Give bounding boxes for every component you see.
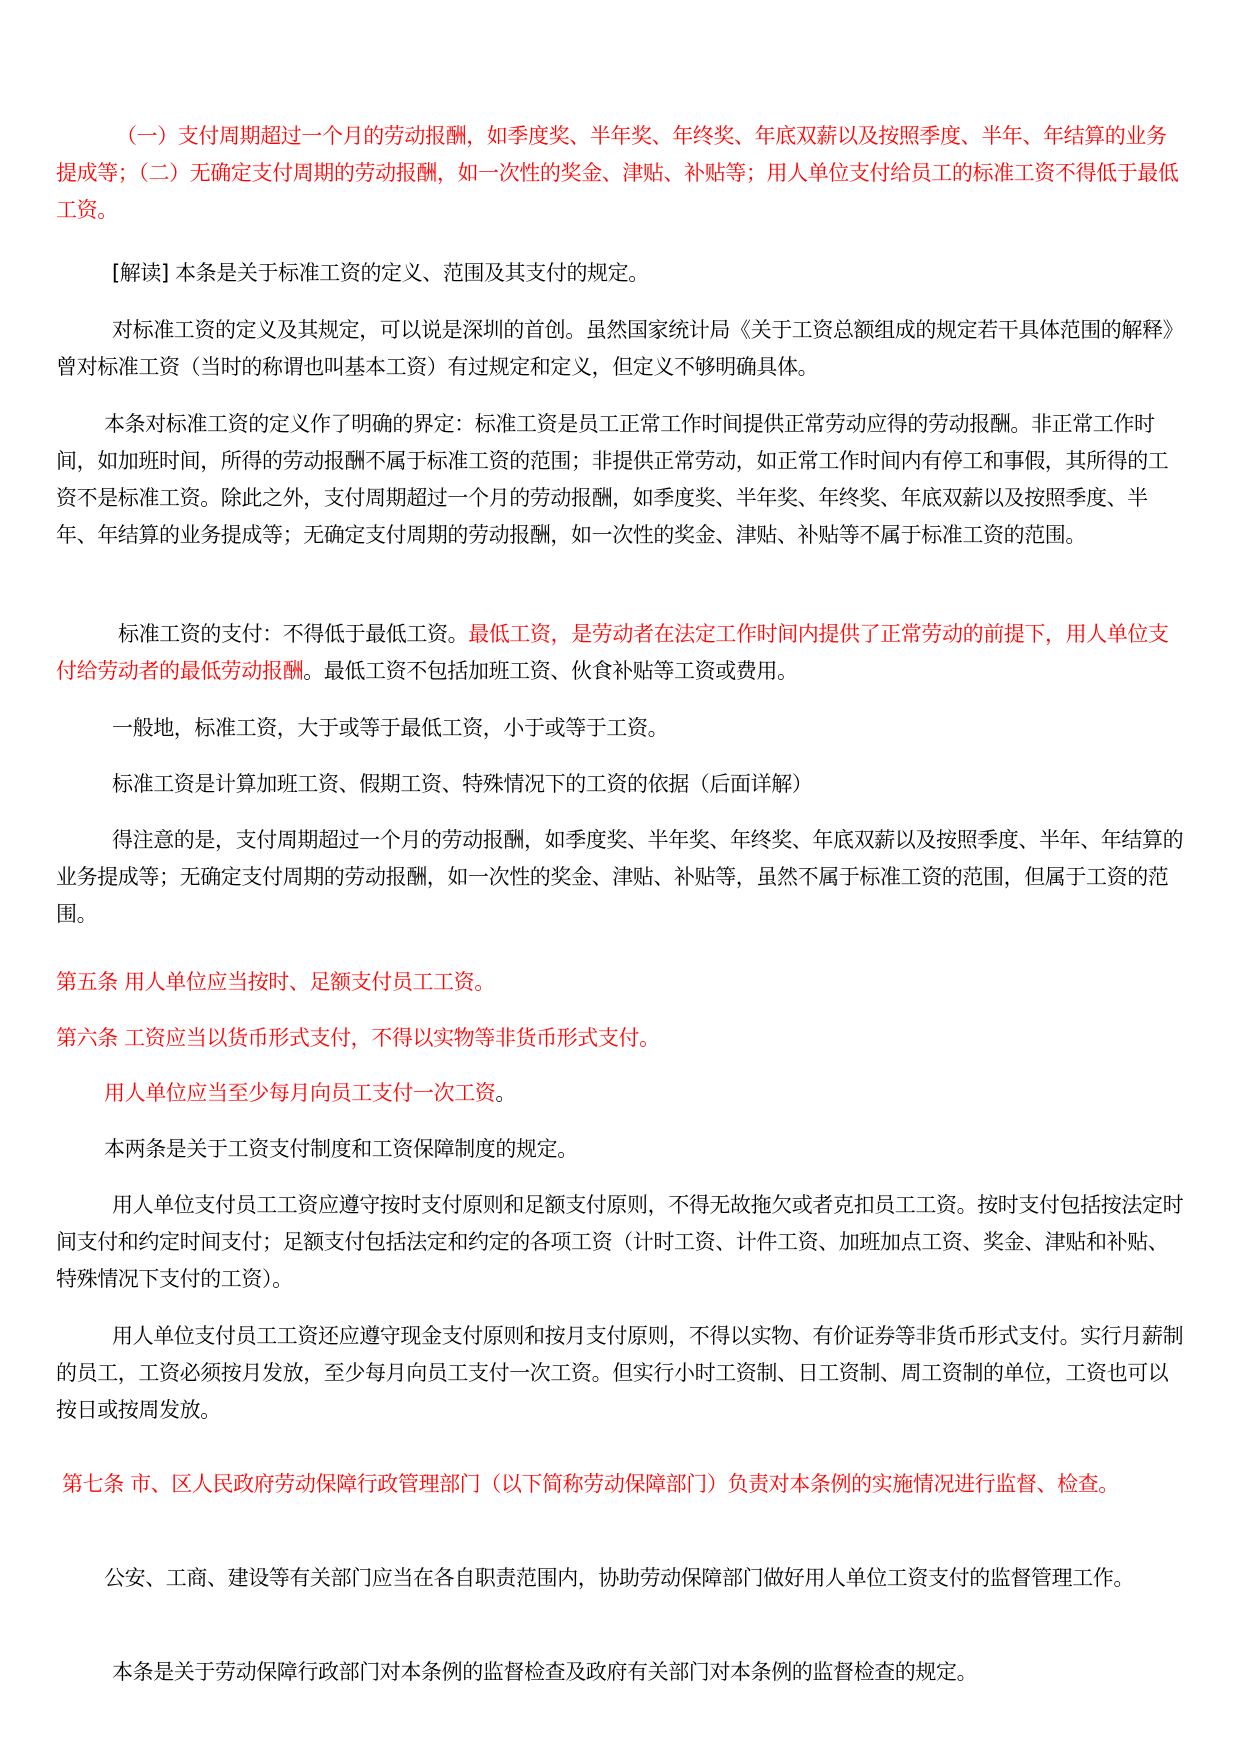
- body-text: 对标准工资的定义及其规定，可以说是深圳的首创。虽然国家统计局《关于工资总额组成的规定若干具体范围的解释》曾对标准工资（当时的称谓也叫基本工资）有过规定和定义，但定义不够明确具体。: [56, 318, 1184, 379]
- body-text: 用人单位支付员工工资还应遵守现金支付原则和按月支付原则，不得以实物、有价证券等非货币形式支付。实行月薪制的员工，工资必须按月发放，至少每月向员工支付一次工资。但实行小时工资制、日工资制、周工资制的单位，工资也可以按日或按周发放。: [56, 1324, 1184, 1422]
- body-text: 公安、工商、建设等有关部门应当在各自职责范围内，协助劳动保障部门做好用人单位工资支付的监督管理工作。: [104, 1566, 1134, 1590]
- paragraph: [56, 822, 1186, 933]
- paragraph: [56, 1075, 1186, 1112]
- highlighted-text: 第六条 工资应当以货币形式支付，不得以实物等非货币形式支付。: [56, 1026, 660, 1050]
- body-text: 本条对标准工资的定义作了明确的界定：标准工资是员工正常工作时间提供正常劳动应得的劳动报酬。非正常工作时间，如加班时间，所得的劳动报酬不属于标准工资的范围；非提供正常劳动，如正常工作时间内有停工和事假，其所得的工资不是标准工资。除此之外，支付周期超过一个月的劳动报酬，如季度奖、半年奖、年终奖、年底双薪以及按照季度、半年、年结算的业务提成等；无确定支付周期的劳动报酬，如一次性的奖金、津贴、补贴等不属于标准工资的范围。: [56, 412, 1169, 547]
- paragraph: [56, 710, 1186, 747]
- paragraph: [56, 1318, 1186, 1429]
- body-text: [解读] 本条是关于标准工资的定义、范围及其支付的规定。: [112, 261, 649, 285]
- paragraph: [56, 1187, 1186, 1298]
- body-text: 。最低工资不包括加班工资、伙食补贴等工资或费用。: [303, 659, 798, 683]
- highlighted-text: 最低工资，是劳动者在法定工作时间内提供了正常劳动的前提下，用人单位支付给劳动者的最低劳动报酬: [56, 622, 1169, 683]
- body-text: 。: [495, 1081, 517, 1105]
- highlighted-text: 第七条 市、区人民政府劳动保障行政管理部门（以下简称劳动保障部门）负责对本条例的实施情况进行监督、检查。: [62, 1472, 1119, 1496]
- paragraph: [56, 766, 1186, 803]
- paragraph: [56, 255, 1186, 292]
- body-text: 本两条是关于工资支付制度和工资保障制度的规定。: [104, 1137, 578, 1161]
- paragraph: [56, 1131, 1186, 1168]
- body-text: 标准工资的支付：不得低于最低工资。: [118, 622, 469, 646]
- body-text: 一般地，标准工资，大于或等于最低工资，小于或等于工资。: [112, 716, 669, 740]
- body-text: 标准工资是计算加班工资、假期工资、特殊情况下的工资的依据（后面详解）: [112, 772, 813, 796]
- paragraph: [56, 1560, 1186, 1597]
- highlighted-text: 用人单位应当至少每月向员工支付一次工资: [104, 1081, 496, 1105]
- highlighted-text: （一）支付周期超过一个月的劳动报酬，如季度奖、半年奖、年终奖、年底双薪以及按照季度、半年、年结算的业务提成等；（二）无确定支付周期的劳动报酬，如一次性的奖金、津贴、补贴等；用人单位支付给员工的标准工资不得低于最低工资。: [56, 124, 1179, 222]
- paragraph: [56, 616, 1186, 690]
- paragraph: [56, 1654, 1186, 1691]
- paragraph: [56, 118, 1186, 229]
- body-text: 得注意的是，支付周期超过一个月的劳动报酬，如季度奖、半年奖、年终奖、年底双薪以及按照季度、半年、年结算的业务提成等；无确定支付周期的劳动报酬，如一次性的奖金、津贴、补贴等，虽然不属于标准工资的范围，但属于工资的范围。: [56, 828, 1184, 926]
- paragraph: [56, 406, 1186, 554]
- paragraph: [56, 964, 1186, 1001]
- body-text: 本条是关于劳动保障行政部门对本条例的监督检查及政府有关部门对本条例的监督检查的规定。: [112, 1660, 978, 1684]
- highlighted-text: 第五条 用人单位应当按时、足额支付员工工资。: [56, 970, 495, 994]
- body-text: 用人单位支付员工工资应遵守按时支付原则和足额支付原则，不得无故拖欠或者克扣员工工资。按时支付包括按法定时间支付和约定时间支付；足额支付包括法定和约定的各项工资（计时工资、计件工资、加班加点工资、奖金、津贴和补贴、特殊情况下支付的工资）。: [56, 1193, 1184, 1291]
- paragraph: [56, 1020, 1186, 1057]
- paragraph: [56, 1466, 1186, 1503]
- paragraph: [56, 312, 1186, 386]
